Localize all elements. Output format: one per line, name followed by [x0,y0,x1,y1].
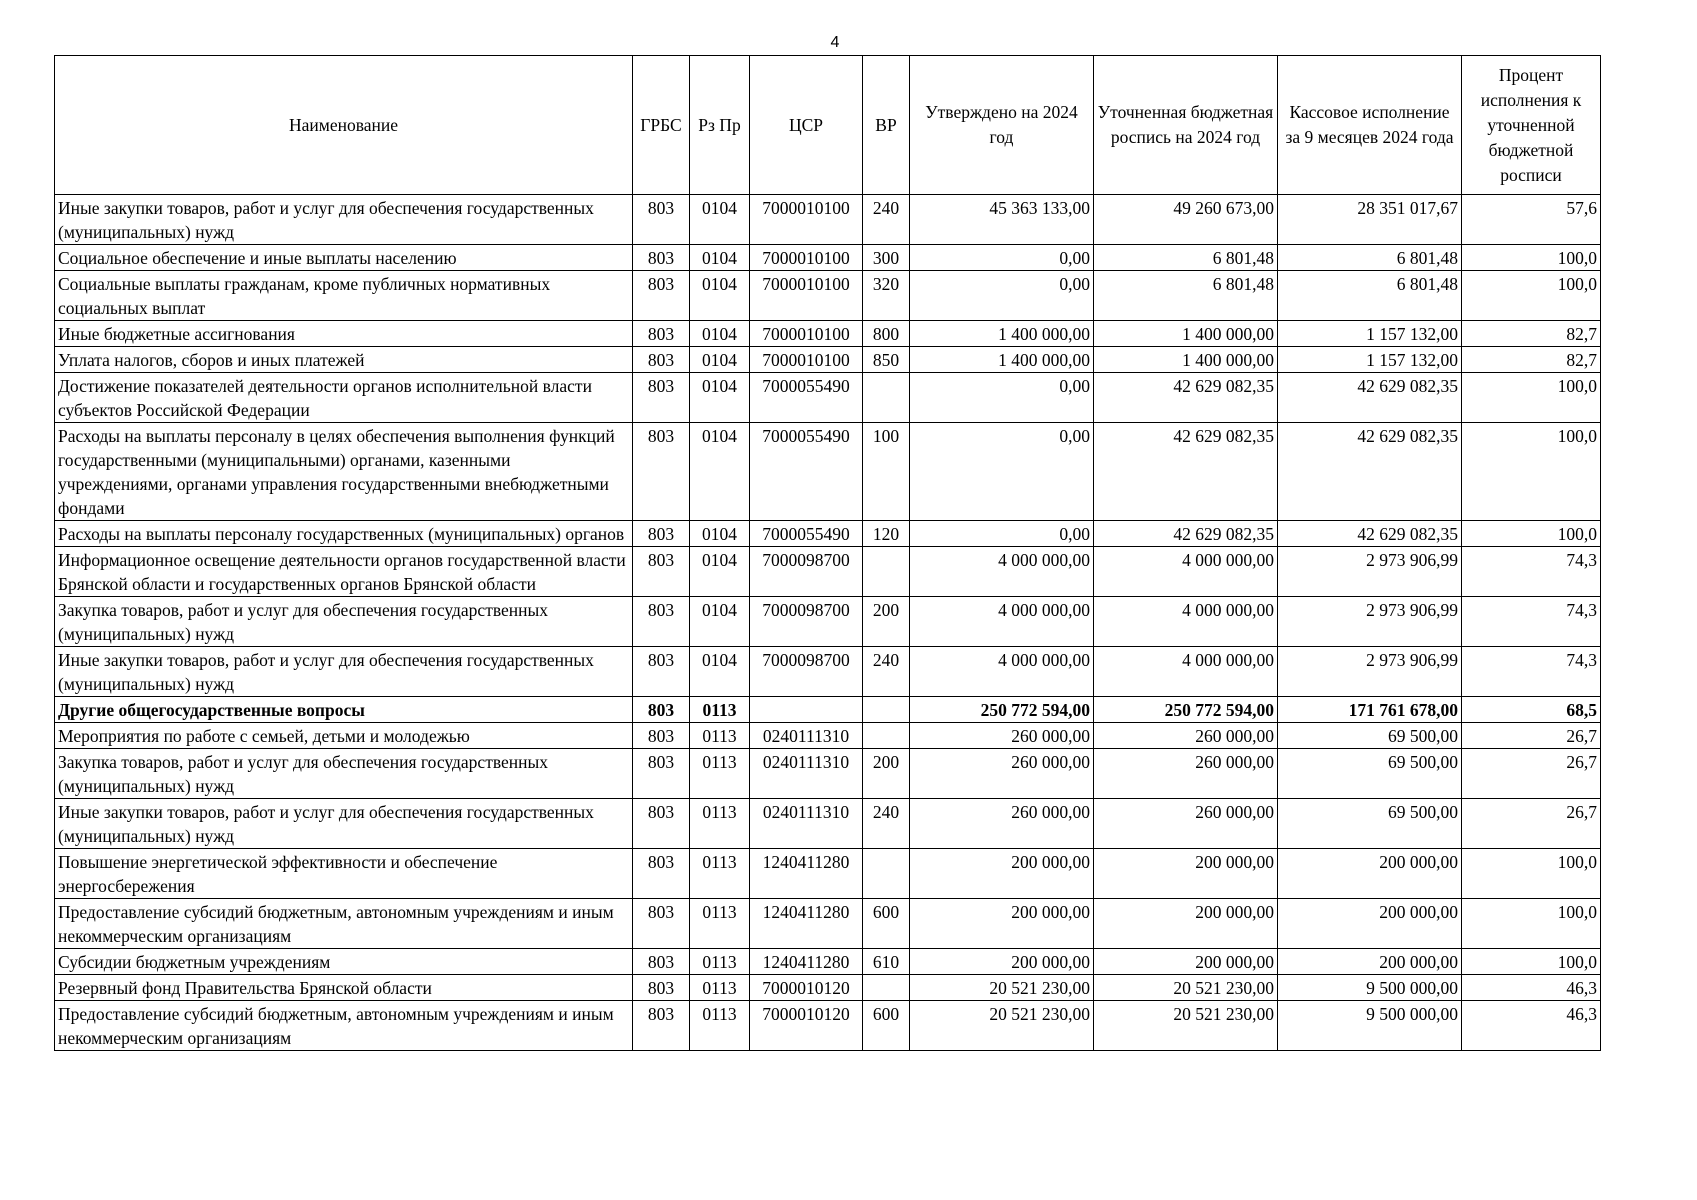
cell-csr: 1240411280 [750,899,863,949]
cell-percent: 100,0 [1462,899,1601,949]
cell-cash: 42 629 082,35 [1278,521,1462,547]
cell-approved: 1 400 000,00 [910,347,1094,373]
cell-vr: 610 [863,949,910,975]
cell-name: Иные закупки товаров, работ и услуг для обеспечения государственных (муниципальных) нужд [55,647,633,697]
cell-grbs: 803 [633,373,690,423]
cell-rzpr: 0104 [690,245,750,271]
cell-percent: 100,0 [1462,373,1601,423]
cell-cash: 69 500,00 [1278,749,1462,799]
cell-approved: 260 000,00 [910,799,1094,849]
table-row [55,521,1601,547]
cell-vr: 850 [863,347,910,373]
table-row [55,347,1601,373]
header-rzpr: Рз Пр [690,56,750,195]
cell-grbs: 803 [633,749,690,799]
cell-name: Иные закупки товаров, работ и услуг для обеспечения государственных (муниципальных) нужд [55,195,633,245]
cell-refined: 42 629 082,35 [1094,521,1278,547]
header-csr: ЦСР [750,56,863,195]
header-refined: Уточненная бюджетная роспись на 2024 год [1094,56,1278,195]
cell-csr: 0240111310 [750,799,863,849]
cell-refined: 6 801,48 [1094,245,1278,271]
cell-rzpr: 0104 [690,597,750,647]
cell-vr: 240 [863,647,910,697]
cell-name: Информационное освещение деятельности органов государственной власти Брянской области и государственных органов Брянской области [55,547,633,597]
cell-vr: 320 [863,271,910,321]
cell-name: Иные бюджетные ассигнования [55,321,633,347]
cell-percent: 100,0 [1462,521,1601,547]
cell-rzpr: 0113 [690,975,750,1001]
cell-percent: 68,5 [1462,697,1601,723]
table-row [55,799,1601,849]
cell-percent: 100,0 [1462,423,1601,521]
cell-name: Расходы на выплаты персоналу государственных (муниципальных) органов [55,521,633,547]
cell-cash: 200 000,00 [1278,949,1462,975]
cell-vr: 800 [863,321,910,347]
cell-cash: 2 973 906,99 [1278,647,1462,697]
table-row [55,271,1601,321]
cell-csr: 7000010100 [750,245,863,271]
table-row [55,597,1601,647]
table-row [55,373,1601,423]
cell-csr: 1240411280 [750,949,863,975]
cell-name: Предоставление субсидий бюджетным, автономным учреждениям и иным некоммерческим организациям [55,899,633,949]
cell-approved: 200 000,00 [910,849,1094,899]
cell-refined: 200 000,00 [1094,849,1278,899]
cell-csr: 1240411280 [750,849,863,899]
cell-refined: 200 000,00 [1094,949,1278,975]
header-approved: Утверждено на 2024 год [910,56,1094,195]
cell-name: Уплата налогов, сборов и иных платежей [55,347,633,373]
cell-csr: 7000010100 [750,271,863,321]
cell-vr [863,849,910,899]
table-row [55,647,1601,697]
cell-vr [863,975,910,1001]
cell-refined: 4 000 000,00 [1094,597,1278,647]
table-row [55,423,1601,521]
cell-refined: 260 000,00 [1094,799,1278,849]
cell-grbs: 803 [633,547,690,597]
cell-grbs: 803 [633,799,690,849]
cell-grbs: 803 [633,347,690,373]
cell-csr: 7000010120 [750,1001,863,1051]
cell-refined: 6 801,48 [1094,271,1278,321]
cell-name: Закупка товаров, работ и услуг для обеспечения государственных (муниципальных) нужд [55,749,633,799]
cell-percent: 46,3 [1462,1001,1601,1051]
cell-grbs: 803 [633,597,690,647]
table-row [55,195,1601,245]
cell-approved: 4 000 000,00 [910,547,1094,597]
cell-csr [750,697,863,723]
cell-csr: 7000098700 [750,647,863,697]
cell-cash: 200 000,00 [1278,899,1462,949]
cell-rzpr: 0113 [690,1001,750,1051]
cell-rzpr: 0113 [690,799,750,849]
cell-vr: 120 [863,521,910,547]
cell-rzpr: 0113 [690,723,750,749]
cell-cash: 9 500 000,00 [1278,975,1462,1001]
table-row [55,321,1601,347]
cell-grbs: 803 [633,321,690,347]
cell-grbs: 803 [633,647,690,697]
cell-refined: 20 521 230,00 [1094,1001,1278,1051]
cell-percent: 74,3 [1462,597,1601,647]
cell-refined: 200 000,00 [1094,899,1278,949]
table-row [55,697,1601,723]
cell-grbs: 803 [633,723,690,749]
cell-name: Закупка товаров, работ и услуг для обеспечения государственных (муниципальных) нужд [55,597,633,647]
cell-refined: 4 000 000,00 [1094,547,1278,597]
cell-cash: 69 500,00 [1278,723,1462,749]
header-cash: Кассовое исполнение за 9 месяцев 2024 года [1278,56,1462,195]
cell-refined: 1 400 000,00 [1094,347,1278,373]
cell-approved: 200 000,00 [910,899,1094,949]
cell-grbs: 803 [633,245,690,271]
cell-grbs: 803 [633,949,690,975]
cell-percent: 100,0 [1462,271,1601,321]
cell-vr: 240 [863,799,910,849]
cell-rzpr: 0104 [690,271,750,321]
cell-name: Социальное обеспечение и иные выплаты населению [55,245,633,271]
cell-grbs: 803 [633,423,690,521]
header-name: Наименование [55,56,633,195]
cell-percent: 74,3 [1462,547,1601,597]
table-row [55,1001,1601,1051]
cell-vr: 600 [863,1001,910,1051]
cell-rzpr: 0104 [690,195,750,245]
cell-grbs: 803 [633,271,690,321]
cell-grbs: 803 [633,975,690,1001]
cell-approved: 20 521 230,00 [910,975,1094,1001]
cell-cash: 69 500,00 [1278,799,1462,849]
cell-percent: 82,7 [1462,321,1601,347]
budget-table [54,55,1601,1051]
header-row [55,56,1601,195]
cell-csr: 7000010100 [750,195,863,245]
table-row [55,749,1601,799]
cell-vr: 200 [863,597,910,647]
cell-approved: 260 000,00 [910,723,1094,749]
cell-rzpr: 0104 [690,321,750,347]
cell-vr: 600 [863,899,910,949]
cell-approved: 0,00 [910,423,1094,521]
cell-approved: 0,00 [910,245,1094,271]
cell-grbs: 803 [633,697,690,723]
cell-name: Достижение показателей деятельности органов исполнительной власти субъектов Российской Федерации [55,373,633,423]
cell-approved: 4 000 000,00 [910,597,1094,647]
cell-percent: 100,0 [1462,245,1601,271]
cell-refined: 20 521 230,00 [1094,975,1278,1001]
cell-grbs: 803 [633,521,690,547]
cell-csr: 7000010100 [750,347,863,373]
cell-name: Субсидии бюджетным учреждениям [55,949,633,975]
cell-vr [863,723,910,749]
cell-vr: 300 [863,245,910,271]
cell-percent: 26,7 [1462,799,1601,849]
cell-csr: 0240111310 [750,749,863,799]
cell-csr: 7000098700 [750,547,863,597]
cell-vr: 240 [863,195,910,245]
cell-percent: 100,0 [1462,949,1601,975]
cell-approved: 0,00 [910,271,1094,321]
table-row [55,547,1601,597]
cell-csr: 7000010120 [750,975,863,1001]
cell-cash: 6 801,48 [1278,271,1462,321]
cell-rzpr: 0104 [690,647,750,697]
cell-cash: 28 351 017,67 [1278,195,1462,245]
cell-percent: 46,3 [1462,975,1601,1001]
cell-rzpr: 0104 [690,423,750,521]
cell-rzpr: 0113 [690,899,750,949]
cell-grbs: 803 [633,849,690,899]
cell-percent: 74,3 [1462,647,1601,697]
cell-cash: 2 973 906,99 [1278,597,1462,647]
cell-rzpr: 0113 [690,697,750,723]
table-row [55,899,1601,949]
cell-csr: 7000055490 [750,423,863,521]
cell-vr: 200 [863,749,910,799]
table-row [55,975,1601,1001]
cell-grbs: 803 [633,899,690,949]
cell-cash: 1 157 132,00 [1278,321,1462,347]
cell-csr: 7000055490 [750,373,863,423]
cell-name: Социальные выплаты гражданам, кроме публичных нормативных социальных выплат [55,271,633,321]
cell-rzpr: 0113 [690,749,750,799]
cell-percent: 100,0 [1462,849,1601,899]
cell-vr [863,373,910,423]
cell-cash: 2 973 906,99 [1278,547,1462,597]
cell-percent: 26,7 [1462,749,1601,799]
cell-percent: 26,7 [1462,723,1601,749]
cell-grbs: 803 [633,195,690,245]
cell-name: Другие общегосударственные вопросы [55,697,633,723]
cell-refined: 260 000,00 [1094,723,1278,749]
cell-rzpr: 0113 [690,849,750,899]
page-number: 4 [830,34,840,51]
cell-cash: 200 000,00 [1278,849,1462,899]
cell-approved: 1 400 000,00 [910,321,1094,347]
cell-name: Мероприятия по работе с семьей, детьми и молодежью [55,723,633,749]
cell-cash: 42 629 082,35 [1278,373,1462,423]
cell-approved: 4 000 000,00 [910,647,1094,697]
cell-name: Иные закупки товаров, работ и услуг для обеспечения государственных (муниципальных) нужд [55,799,633,849]
cell-approved: 260 000,00 [910,749,1094,799]
cell-name: Резервный фонд Правительства Брянской области [55,975,633,1001]
cell-approved: 0,00 [910,521,1094,547]
cell-grbs: 803 [633,1001,690,1051]
header-percent: Процент исполнения к уточненной бюджетной росписи [1462,56,1601,195]
table-row [55,949,1601,975]
cell-rzpr: 0104 [690,521,750,547]
cell-vr [863,697,910,723]
cell-rzpr: 0113 [690,949,750,975]
cell-approved: 0,00 [910,373,1094,423]
cell-approved: 45 363 133,00 [910,195,1094,245]
cell-csr: 7000098700 [750,597,863,647]
header-grbs: ГРБС [633,56,690,195]
cell-percent: 82,7 [1462,347,1601,373]
cell-refined: 260 000,00 [1094,749,1278,799]
cell-cash: 6 801,48 [1278,245,1462,271]
cell-approved: 20 521 230,00 [910,1001,1094,1051]
cell-refined: 42 629 082,35 [1094,423,1278,521]
cell-rzpr: 0104 [690,547,750,597]
cell-cash: 9 500 000,00 [1278,1001,1462,1051]
cell-vr [863,547,910,597]
table-row [55,245,1601,271]
table-row [55,723,1601,749]
cell-refined: 250 772 594,00 [1094,697,1278,723]
cell-approved: 200 000,00 [910,949,1094,975]
cell-name: Расходы на выплаты персоналу в целях обеспечения выполнения функций государственными (муниципальными) органами, казенными учреждениями, органами управления государственными внебюджетными фондами [55,423,633,521]
cell-percent: 57,6 [1462,195,1601,245]
cell-csr: 7000055490 [750,521,863,547]
header-vr: ВР [863,56,910,195]
cell-cash: 42 629 082,35 [1278,423,1462,521]
cell-rzpr: 0104 [690,347,750,373]
cell-refined: 42 629 082,35 [1094,373,1278,423]
cell-name: Предоставление субсидий бюджетным, автономным учреждениям и иным некоммерческим организациям [55,1001,633,1051]
cell-csr: 0240111310 [750,723,863,749]
table-row [55,849,1601,899]
cell-refined: 49 260 673,00 [1094,195,1278,245]
cell-refined: 4 000 000,00 [1094,647,1278,697]
cell-name: Повышение энергетической эффективности и обеспечение энергосбережения [55,849,633,899]
cell-refined: 1 400 000,00 [1094,321,1278,347]
cell-rzpr: 0104 [690,373,750,423]
cell-csr: 7000010100 [750,321,863,347]
cell-vr: 100 [863,423,910,521]
cell-approved: 250 772 594,00 [910,697,1094,723]
cell-cash: 1 157 132,00 [1278,347,1462,373]
cell-cash: 171 761 678,00 [1278,697,1462,723]
